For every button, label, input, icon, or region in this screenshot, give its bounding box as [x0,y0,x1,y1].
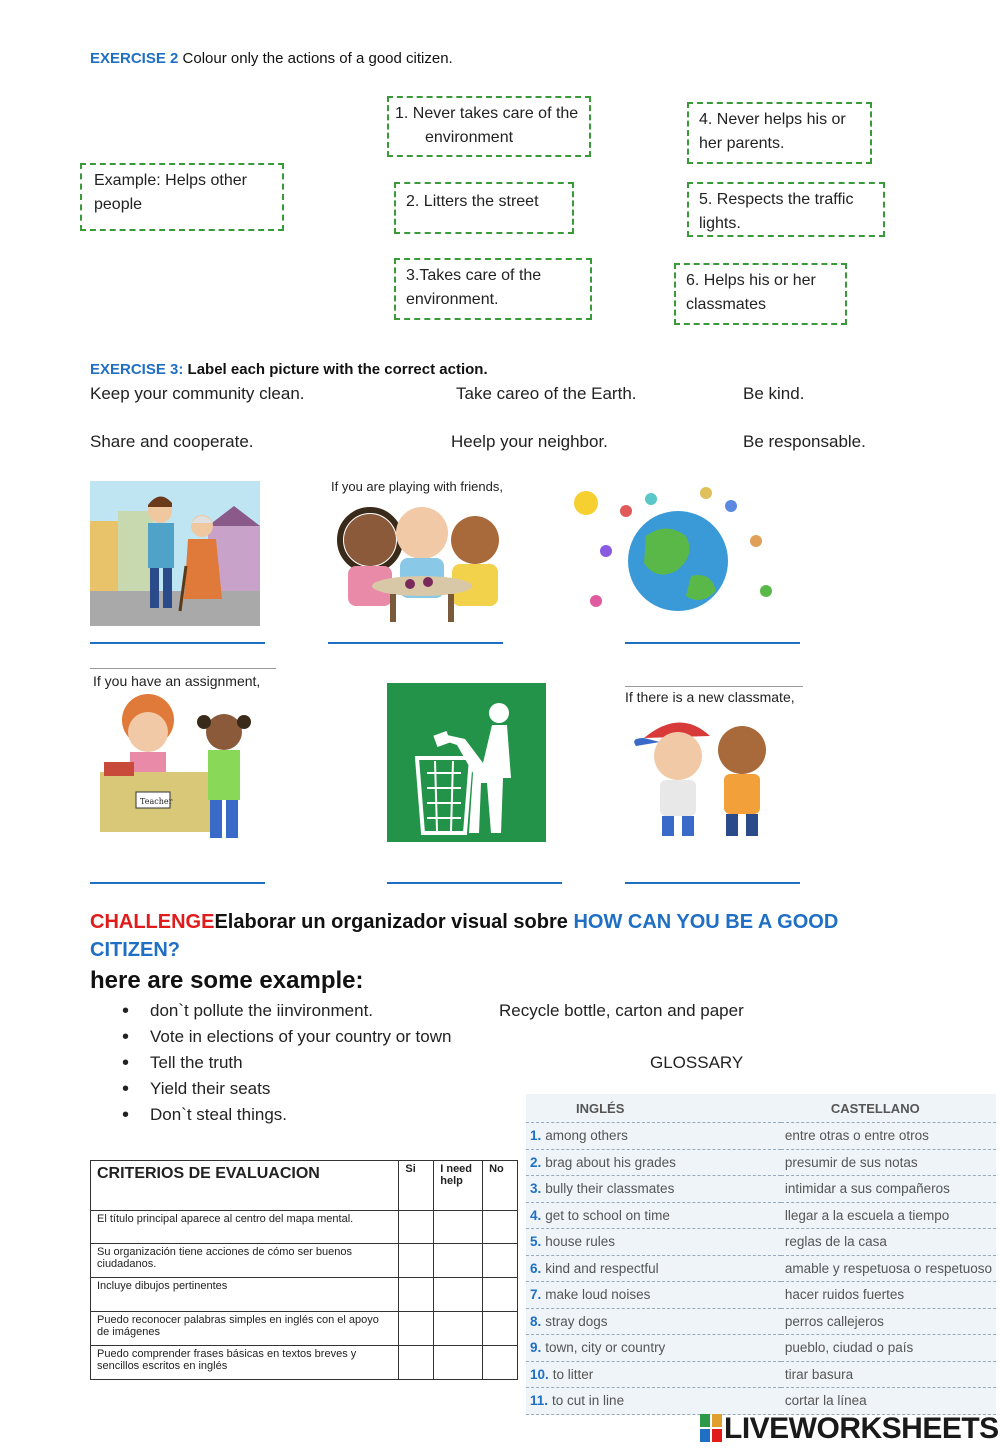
glossary-number: 10. [530,1366,549,1382]
criteria-row: El título principal aparece al centro del mapa mental. [91,1211,399,1244]
criteria-row: Su organización tiene acciones de cómo ser buenos ciudadanos. [91,1244,399,1278]
glossary-number: 4. [530,1207,542,1223]
glossary-row [526,1282,996,1309]
glossary-spanish: perros callejeros [781,1308,996,1335]
answer-line-3[interactable] [625,642,800,644]
glossary-number: 6. [530,1260,542,1276]
glossary-english [526,1149,781,1176]
glossary-term: town, city or country [545,1340,666,1356]
glossary-spanish: entre otras o entre otros [781,1123,996,1150]
glossary-english [526,1361,781,1388]
earth-picture [566,481,790,628]
example-item: • Yield their seats [122,1076,451,1102]
exercise2-heading [90,50,453,67]
action-box-4[interactable] [687,102,872,164]
assignment-picture [96,692,260,842]
challenge-heading [90,908,890,964]
glossary-spanish: llegar a la escuela a tiempo [781,1202,996,1229]
glossary-spanish: presumir de sus notas [781,1149,996,1176]
criteria-check-no[interactable] [483,1278,518,1312]
classmate-picture [630,708,790,842]
glossary-english [526,1123,781,1150]
phrase-6: Be responsable. [743,432,866,451]
challenge-text: Elaborar un organizador visual sobre [214,911,574,933]
answer-line-5[interactable] [387,882,562,884]
friends-caption: If you are playing with friends, [331,479,503,494]
criteria-check-no[interactable] [483,1346,518,1380]
glossary-header-en: INGLÉS [526,1094,781,1123]
glossary-spanish: pueblo, ciudad o país [781,1335,996,1362]
criteria-check-help[interactable] [434,1244,483,1278]
glossary-term: bully their classmates [545,1181,675,1197]
teacher-sign-text: Teacher [140,797,173,806]
glossary-spanish: hacer ruidos fuertes [781,1282,996,1309]
criteria-check-no[interactable] [483,1312,518,1346]
action-box-5[interactable] [687,182,885,237]
criteria-row: Puedo reconocer palabras simples en inglés con el apoyo de imágenes [91,1312,399,1346]
classmate-rule [625,686,803,687]
glossary-number: 3. [530,1181,542,1197]
glossary-spanish: reglas de la casa [781,1229,996,1256]
action-text-1: 1. Never takes care of the environment [395,105,579,146]
criteria-title: CRITERIOS DE EVALUACION [91,1161,399,1211]
neighbor-picture [90,481,260,626]
glossary-row [526,1255,996,1282]
criteria-check-si[interactable] [399,1278,434,1312]
answer-line-1[interactable] [90,642,265,644]
action-box-6[interactable] [674,263,847,325]
action-text-2: 2. Litters the street [406,193,539,210]
glossary-number: 2. [530,1154,542,1170]
glossary-number: 1. [530,1128,542,1144]
criteria-check-help[interactable] [434,1211,483,1244]
glossary-term: among others [545,1128,628,1144]
action-box-1[interactable] [387,96,591,157]
glossary-number: 8. [530,1313,542,1329]
glossary-term: get to school on time [545,1207,670,1223]
criteria-check-help[interactable] [434,1278,483,1312]
criteria-check-help[interactable] [434,1346,483,1380]
examples-title: here are some example: [90,967,364,994]
glossary-english [526,1229,781,1256]
liveworksheets-logo [700,1412,999,1446]
answer-line-6[interactable] [625,882,800,884]
glossary-term: to cut in line [552,1393,625,1409]
phrase-3: Be kind. [743,384,805,403]
phrase-2: Take careo of the Earth. [456,384,637,403]
glossary-row [526,1229,996,1256]
glossary-english [526,1282,781,1309]
examples-list [122,998,451,1128]
assignment-caption: If you have an assignment, [93,673,261,689]
logo-icon [700,1414,722,1442]
glossary-row [526,1361,996,1388]
glossary-number: 9. [530,1340,542,1356]
action-text-6: 6. Helps his or her classmates [686,272,816,313]
criteria-check-si[interactable] [399,1244,434,1278]
criteria-check-si[interactable] [399,1346,434,1380]
criteria-col-no: No [483,1161,518,1211]
phrase-4: Share and cooperate. [90,432,254,451]
criteria-col-help: I need help [434,1161,483,1211]
criteria-row: Incluye dibujos pertinentes [91,1278,399,1312]
glossary-english [526,1176,781,1203]
assignment-rule [90,668,276,669]
action-box-3[interactable] [394,258,592,320]
challenge-label: CHALLENGE [90,911,215,933]
glossary-spanish: amable y respetuosa o respetuoso [781,1255,996,1282]
extra-example: Recycle bottle, carton and paper [499,1001,744,1020]
example-item: • Don`t steal things. [122,1102,451,1128]
glossary-english [526,1335,781,1362]
example-box[interactable] [80,163,284,231]
criteria-check-si[interactable] [399,1312,434,1346]
exercise2-label: EXERCISE 2 [90,50,179,67]
glossary-spanish: tirar basura [781,1361,996,1388]
action-text-3: 3.Takes care of the environment. [406,267,542,308]
exercise3-heading [90,361,488,378]
criteria-check-help[interactable] [434,1312,483,1346]
glossary-english [526,1388,781,1415]
glossary-row [526,1149,996,1176]
glossary-title: GLOSSARY [650,1053,744,1072]
glossary-term: house rules [545,1234,616,1250]
friends-picture [330,498,510,626]
glossary-spanish: intimidar a sus compañeros [781,1176,996,1203]
glossary-term: kind and respectful [545,1260,659,1276]
glossary-header-es: CASTELLANO [781,1094,996,1123]
glossary-term: brag about his grades [545,1154,676,1170]
criteria-table [90,1160,518,1380]
classmate-caption: If there is a new classmate, [625,689,795,705]
criteria-check-no[interactable] [483,1244,518,1278]
glossary-term: stray dogs [545,1313,608,1329]
glossary-row [526,1308,996,1335]
glossary-row [526,1202,996,1229]
glossary-table [526,1094,996,1415]
example-item: • Tell the truth [122,1050,451,1076]
exercise2-instruction: Colour only the actions of a good citizen. [178,50,453,67]
criteria-col-si: Si [399,1161,434,1211]
exercise3-label: EXERCISE 3: [90,361,184,378]
glossary-english [526,1255,781,1282]
glossary-row [526,1388,996,1415]
glossary-number: 5. [530,1234,542,1250]
example-text: Example: Helps other people [94,172,247,213]
glossary-row [526,1335,996,1362]
criteria-check-si[interactable] [399,1211,434,1244]
answer-line-4[interactable] [90,882,265,884]
glossary-row [526,1123,996,1150]
exercise3-instruction: Label each picture with the correct action. [183,361,488,378]
litter-sign-picture [387,683,546,842]
phrase-5: Heelp your neighbor. [451,432,608,451]
phrase-1: Keep your community clean. [90,384,305,403]
example-item: • don`t pollute the iinvironment. [122,998,451,1024]
answer-line-2[interactable] [328,642,503,644]
criteria-check-no[interactable] [483,1211,518,1244]
glossary-english [526,1308,781,1335]
criteria-row: Puedo comprender frases básicas en textos breves y sencillos escritos en inglés [91,1346,399,1380]
action-text-4: 4. Never helps his or her parents. [699,111,846,152]
action-text-5: 5. Respects the traffic lights. [699,191,854,232]
glossary-number: 11. [530,1393,549,1409]
challenge-highlight: HOW CAN YOU BE A GOOD CITIZEN? [90,911,839,961]
glossary-term: make loud noises [545,1287,651,1303]
glossary-term: to litter [552,1366,594,1382]
glossary-english [526,1202,781,1229]
logo-text: LIVEWORKSHEETS [724,1412,999,1445]
glossary-row [526,1176,996,1203]
glossary-number: 7. [530,1287,542,1303]
action-box-2[interactable] [394,182,574,234]
glossary-spanish: cortar la línea [781,1388,996,1415]
example-item: • Vote in elections of your country or town [122,1024,451,1050]
